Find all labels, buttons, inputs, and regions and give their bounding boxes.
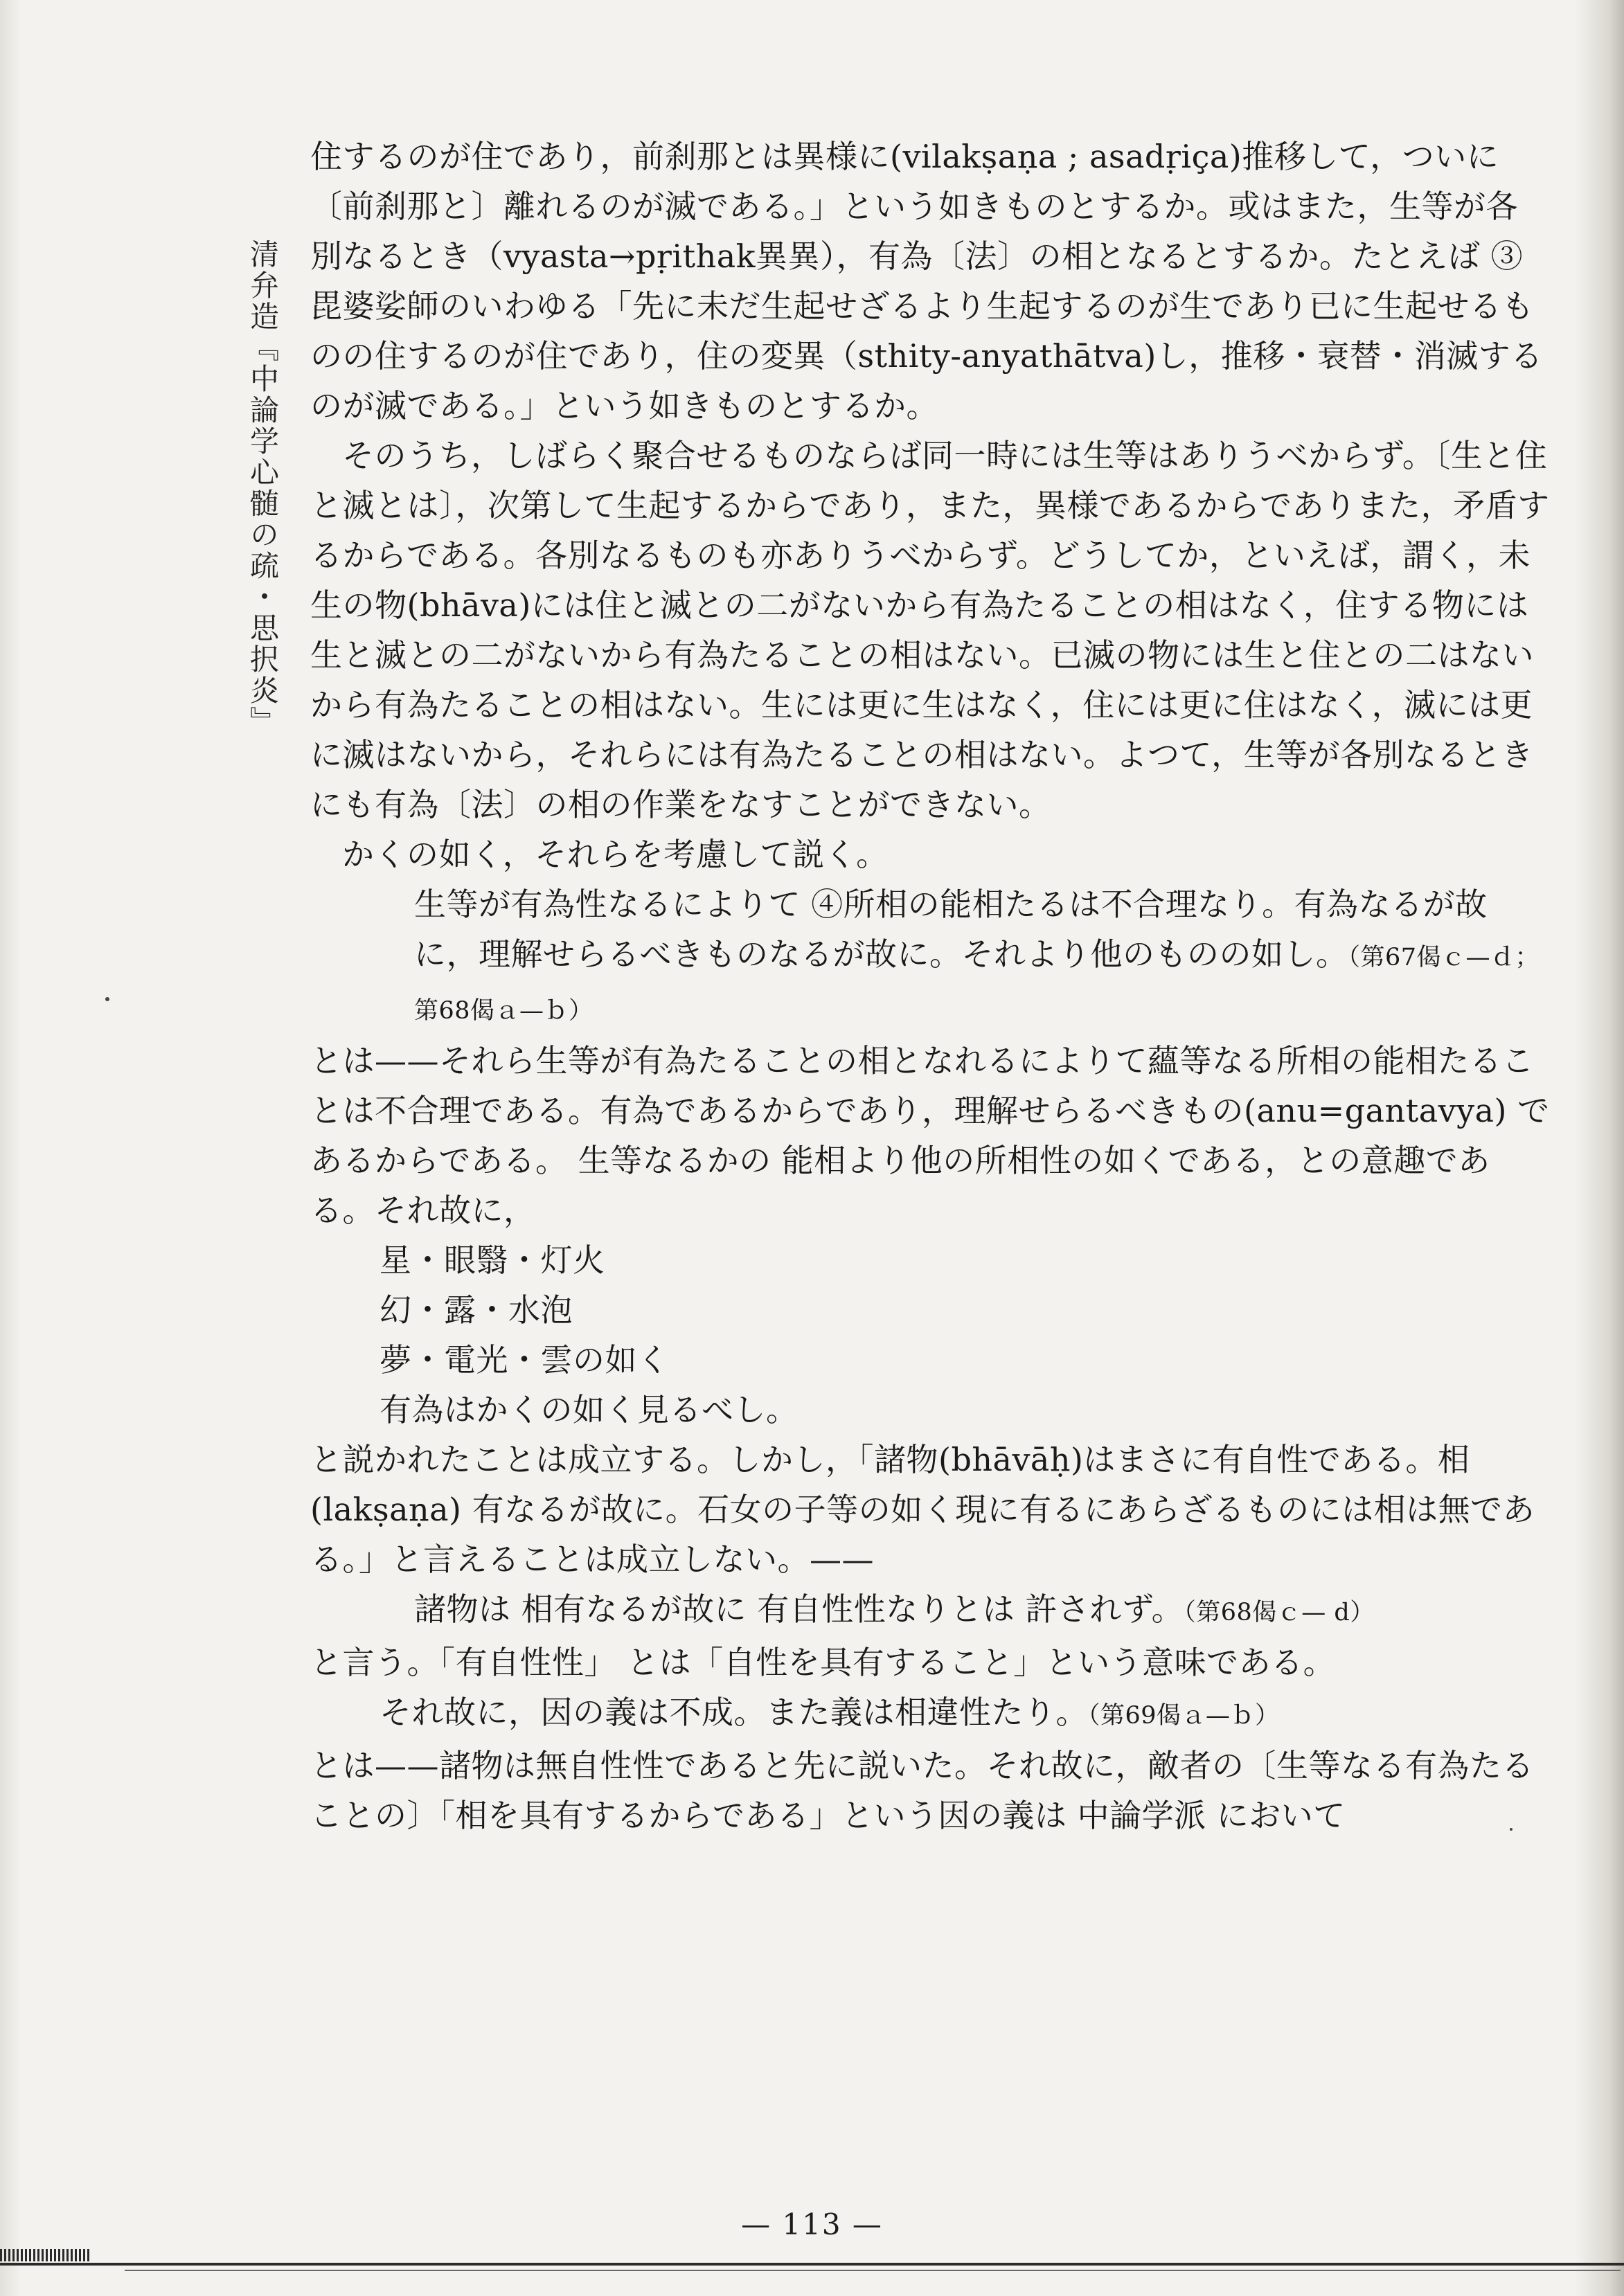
paragraph-3: かくの如く，それらを考慮して説く。 — [342, 836, 889, 873]
bottom-rule — [0, 2263, 1624, 2266]
verse-citation: （第69偈ａ—ｂ） — [1088, 1702, 1280, 1730]
paragraph-5: と説かれたことは成立する。しかし，「諸物(bhāvāḥ)はまさに有自性である。相(lakṣaṇa) 有なるが故に。石女の子等の如く現に有るにあらざるものには相は無である。」と言えることは成立しない。—— — [310, 1441, 1535, 1578]
page-number: — 113 — — [741, 2207, 883, 2241]
scan-shadow-right — [1576, 0, 1624, 2296]
scan-edge-mark — [0, 2249, 90, 2261]
paragraph-6: と言う。「有自性性」 とは「自性を具有すること」という意味である。 — [310, 1644, 1336, 1681]
paragraph-2: そのうち，しばらく聚合せるものならば同一時には生等はありうべからず。〔生と住と滅とは〕，次第して生起するからであり，また，異様であるからでありまた，矛盾するからである。各別なるものも亦ありうべからず。どうしてか，といえば，謂く，未生の物(bhāva)には住と滅との二がないから有為たることの相はなく，住する物には生と滅との二がないから有為たることの相はない。已滅の物には生と住との二はないから有為たることの相はない。生には更に生はなく，住には更に住はなく，滅には更に滅はないから，それらには有為たることの相はない。よつて，生等が各別なるときにも有為〔法〕の相の作業をなすことができない。 — [310, 437, 1550, 823]
gatha-line-2: 幻・露・水泡 — [380, 1291, 573, 1329]
paragraph-4: とは——それら生等が有為たることの相となれるによりて蘊等なる所相の能相たることは不合理である。有為であるからであり，理解せらるべきもの(anu=gantavya) であるからである。 生等なるかの 能相より他の所相性の如くである，との意趣である。それ故に， — [310, 1042, 1550, 1229]
scan-speck — [105, 997, 109, 1001]
scan-shadow-left — [0, 0, 21, 2296]
gatha-line-3: 夢・電光・雲の如く — [380, 1341, 670, 1379]
verse-text: 諸物は 相有なるが故に 有自性性なりとは 許されず。 — [414, 1590, 1184, 1628]
scan-speck — [1510, 1828, 1513, 1831]
verse-69 — [310, 1687, 1550, 1741]
verse-67-68 — [310, 879, 1550, 1036]
verse-citation: （第68偈ｃ— d） — [1184, 1599, 1375, 1626]
verse-text: それ故に，因の義は不成。また義は相違性たり。 — [380, 1694, 1088, 1731]
verse-citation: （第67偈ｃ—ｄ；第68偈ａ—ｂ） — [414, 944, 1540, 1025]
paragraph-1: 住するのが住であり，前刹那とは異様に(vilakṣaṇa ; asadṛiça)推移して，ついに〔前刹那と〕離れるのが滅である。」という如きものとするか。或はまた，生等が各別なるとき（vyasta→pṛithak異異），有為〔法〕の相となるとするか。たとえば ③毘婆娑師のいわゆる「先に未だ生起せざるより生起するのが生であり已に生起せるものの住するのが住であり，住の変異（sthity-anyathātva)し，推移・衰替・消滅するのが滅である。」という如きものとするか。 — [310, 138, 1543, 424]
running-title: 清弁造『中論学心髄の疏・思択炎』 — [246, 239, 280, 737]
verse-68 — [310, 1584, 1550, 1638]
bottom-rule-secondary — [125, 2270, 1621, 2271]
main-text — [310, 132, 1550, 1840]
gatha-line-1: 星・眼翳・灯火 — [380, 1241, 605, 1279]
verse-text: 生等が有為性なるによりて ④所相の能相たるは不合理なり。有為なるが故に，理解せらるべきものなるが故に。それより他のものの如し。 — [414, 886, 1488, 973]
paragraph-7: とは——諸物は無自性性であると先に説いた。それ故に，敵者の〔生等なる有為たることの〕「相を具有するからである」という因の義は 中論学派 において — [310, 1747, 1534, 1834]
gatha-line-4: 有為はかくの如く見るべし。 — [380, 1391, 798, 1428]
